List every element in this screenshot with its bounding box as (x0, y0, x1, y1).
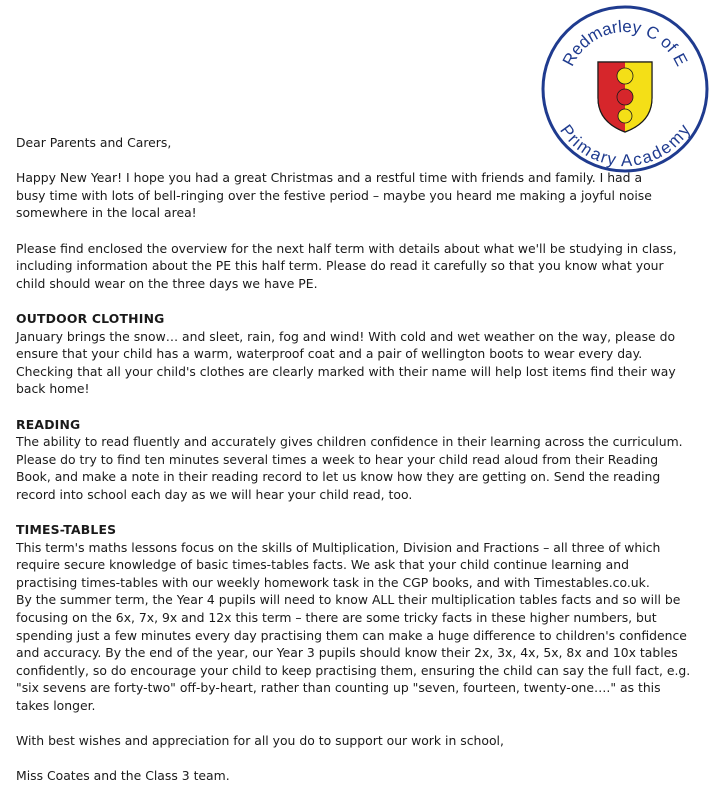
section-heading-times-tables: TIMES-TABLES (16, 522, 117, 538)
signature: Miss Coates and the Class 3 team. (16, 768, 230, 784)
closing-line: With best wishes and appreciation for all you do to support our work in school, (16, 733, 504, 749)
section-body-outdoor-clothing: January brings the snow… and sleet, rain, fog and wind! With cold and wet weather on the way, please do ensure that your child has a warm, waterproof coat and a pair of wellington boots to wear every day. Checking that all your child's clothes are clearly marked with their name will help lost items find their way back home! (16, 328, 676, 397)
section-heading-reading: READING (16, 416, 81, 432)
section-body-times-tables: This term's maths lessons focus on the skills of Multiplication, Division and Fractions – all three of which require secure knowledge of basic times-tables facts. We ask that your child continue learning and practising times-tables with our weekly homework task in the CGP books, and with Timestables.co.uk. By the summer term, the Year 4 pupils will need to know ALL their multiplication tables facts and so will be focusing on the 6x, 7x, 9x and 12x this term – there are some tricky facts in these higher numbers, but spending just a few minutes every day practising them can make a huge difference to children's confidence and accuracy. By the end of the year, our Year 3 pupils should know their 2x, 3x, 4x, 5x, 8x and 10x tables confidently, so do encourage your child to keep practising them, ensuring the child can say the full fact, e.g. "six sevens are forty-two" off-by-heart, rather than counting up "seven, fourteen, twenty-one…." as this takes longer. (16, 539, 691, 713)
logo-text-top: Redmarley C of E (558, 16, 692, 70)
logo-text-bottom: Primary Academy (556, 120, 694, 171)
section-body-reading: The ability to read fluently and accurately gives children confidence in their learning across the curriculum. Please do try to find ten minutes several times a week to hear your child read aloud from their Reading Book, and make a note in their reading record to let us know how they are getting on. Send the reading record into school each day as we will hear your child read, too. (16, 434, 683, 502)
letter-body (16, 134, 700, 785)
salutation: Dear Parents and Carers, (16, 135, 172, 150)
overview-paragraph: Please find enclosed the overview for the next half term with details about what we'll be studying in class, including information about the PE this half term. Please do read it carefully so that you know what your child should wear on the three days we have PE. (16, 240, 677, 291)
section-heading-outdoor-clothing: OUTDOOR CLOTHING (16, 310, 165, 326)
intro-paragraph: Happy New Year! I hope you had a great Christmas and a restful time with friends and family. I had a busy time with lots of bell-ringing over the festive period – maybe you heard me making a joyful noise somewhere in the local area! (16, 170, 652, 221)
